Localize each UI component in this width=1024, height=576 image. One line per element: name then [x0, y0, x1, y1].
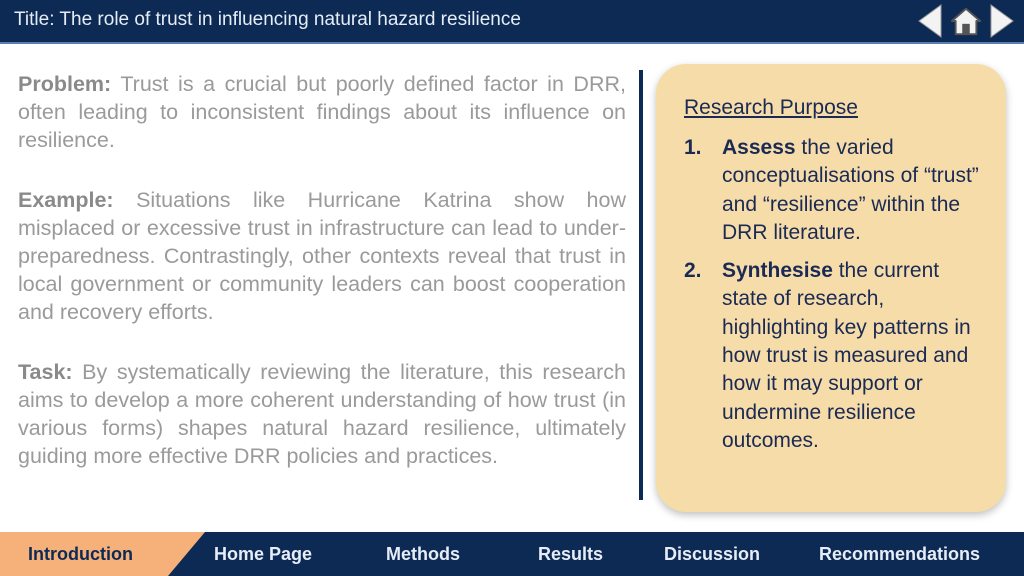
research-purpose-card	[656, 64, 1006, 512]
top-bar-divider	[0, 42, 1024, 44]
purpose-list	[684, 134, 984, 465]
page-title: Title: The role of trust in influencing natural hazard resilience	[14, 9, 521, 30]
example-text: Situations like Hurricane Katrina show how misplaced or excessive trust in infrastructure can lead to under-preparedness. Contrastingly, other contexts reveal that trust in local government or community leaders can boost cooperation and recovery efforts.	[18, 188, 626, 324]
tab-discussion[interactable]: Discussion	[664, 544, 761, 564]
tab-introduction[interactable]: Introduction	[28, 544, 133, 564]
item-body: the varied conceptualisations of “trust” and “resilience” within the DRR literature.	[722, 136, 979, 244]
tab-methods[interactable]: Methods	[386, 544, 460, 564]
purpose-item	[684, 257, 984, 455]
item-text	[722, 134, 984, 247]
back-arrow-icon[interactable]	[914, 3, 946, 39]
tab-results[interactable]: Results	[538, 544, 604, 564]
task-paragraph	[18, 358, 626, 470]
vertical-divider	[639, 70, 643, 500]
example-paragraph	[18, 186, 626, 326]
home-icon[interactable]	[950, 3, 982, 39]
problem-label: Problem:	[18, 72, 112, 96]
item-number: 1.	[684, 136, 702, 159]
task-text: By systematically reviewing the literature, this research aims to develop a more coherent understanding of how trust (in various forms) shapes natural hazard resilience, ultimately guiding more effective DRR policies and practices.	[18, 360, 626, 468]
example-label: Example:	[18, 188, 114, 212]
problem-text: Trust is a crucial but poorly defined factor in DRR, often leading to inconsistent findings about its influence on resilience.	[18, 72, 626, 152]
item-keyword: Synthesise	[722, 259, 833, 283]
item-keyword: Assess	[722, 136, 796, 159]
problem-paragraph	[18, 70, 626, 154]
tab-recommendations[interactable]: Recommendations	[819, 544, 981, 564]
slide-navigation	[914, 3, 1018, 39]
intro-text-column	[18, 70, 626, 502]
item-text	[722, 257, 984, 455]
item-number: 2.	[684, 259, 702, 283]
forward-arrow-icon[interactable]	[986, 3, 1018, 39]
tab-home-page[interactable]: Home Page	[214, 544, 313, 564]
card-title: Research Purpose	[684, 96, 858, 119]
task-label: Task:	[18, 360, 73, 384]
item-body: the current state of research, highlighting key patterns in how trust is measured and how it may support or undermine resilience outcomes.	[722, 259, 971, 452]
purpose-item	[684, 134, 984, 247]
